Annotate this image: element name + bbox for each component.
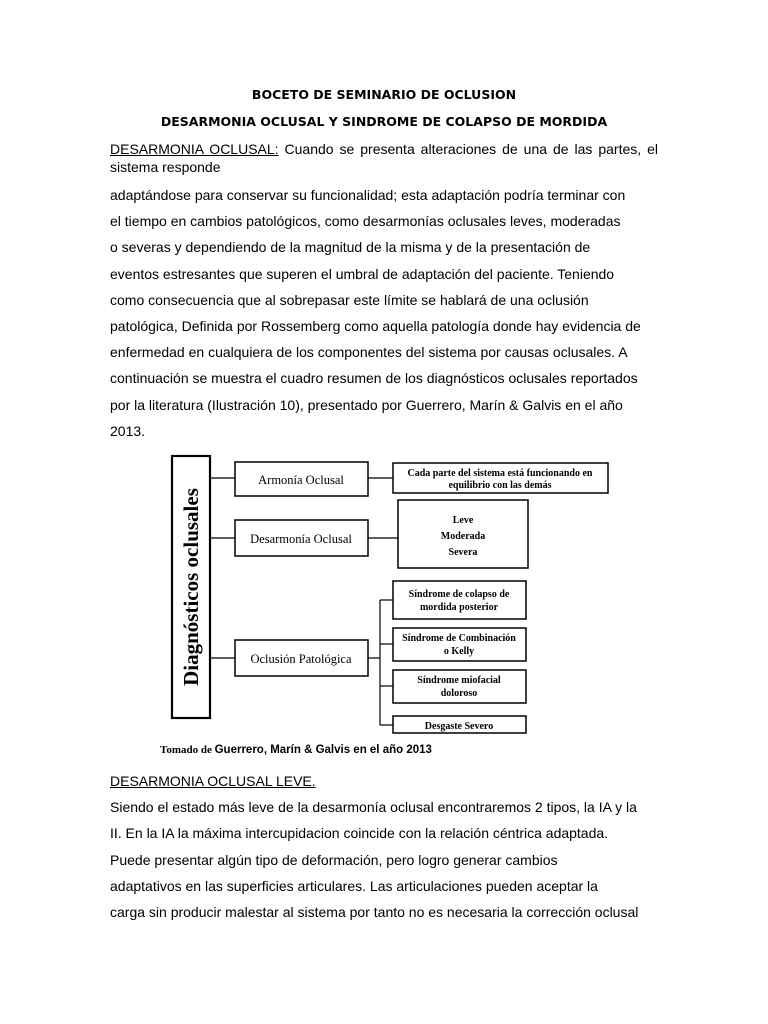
sindrome-colapso-box [393, 581, 526, 619]
section-leve-heading: DESARMONIA OCLUSAL LEVE. [110, 773, 316, 789]
intro-line: 2013. [110, 422, 146, 439]
intro-first-cont: sistema responde [110, 159, 221, 175]
intro-first-line [110, 140, 658, 158]
intro-line: como consecuencia que al sobrepasar este límite se hablará de una oclusión [110, 291, 589, 308]
armonia-desc-line: Cada parte del sistema está funcionando en [407, 468, 593, 479]
caption-rest: Guerrero, Marín & Galvis en el año 2013 [214, 744, 432, 756]
diagnostics-diagram [160, 448, 620, 766]
patologica-label: Oclusión Patológica [250, 652, 352, 666]
desgaste-label: Desgaste Severo [424, 721, 494, 732]
document-subtitle: DESARMONIA OCLUSAL Y SINDROME DE COLAPSO DE MORDIDA [160, 114, 608, 129]
sindrome-miofacial-line: Síndrome miofacial [417, 675, 501, 686]
sindrome-combinacion-line: o Kelly [443, 646, 475, 657]
desarmonia-label: Desarmonía Oclusal [250, 532, 352, 546]
section-leve-line: Siendo el estado más leve de la desarmonía oclusal encontraremos 2 tipos, la IA y la [110, 799, 637, 816]
section-leve [110, 768, 658, 925]
section-leve-line: Puede presentar algún tipo de deformación, pero logro generar cambios [110, 851, 558, 868]
level-leve: Leve [452, 515, 474, 526]
root-label: Diagnósticos oclusales [179, 488, 203, 686]
intro-line: eventos estresantes que superen el umbral de adaptación del paciente. Teniendo [110, 265, 615, 282]
intro-line: continuación se muestra el cuadro resumen de los diagnósticos oclusales reportados [110, 370, 638, 387]
armonia-label: Armonía Oclusal [258, 473, 344, 487]
intro-paragraph [110, 140, 658, 444]
level-severa: Severa [448, 547, 478, 558]
level-moderada: Moderada [440, 531, 486, 542]
section-leve-line: adaptativos en las superficies articulares. Las articulaciones pueden aceptar la [110, 877, 598, 894]
intro-heading: DESARMONIA OCLUSAL: [110, 141, 279, 157]
intro-first-text: Cuando se presenta alteraciones de una de las partes, el [278, 141, 658, 157]
document-title: BOCETO DE SEMINARIO DE OCLUSION [251, 87, 517, 102]
armonia-desc-line: equilibrio con las demás [448, 480, 552, 491]
section-leve-line: carga sin producir malestar al sistema por tanto no es necesaria la corrección oclusal [110, 904, 639, 921]
intro-line: el tiempo en cambios patológicos, como desarmonías oclusales leves, moderadas [110, 213, 621, 230]
sindrome-colapso-line: mordida posterior [419, 602, 499, 613]
caption-prefix: Tomado de [160, 744, 215, 756]
intro-line: adaptándose para conservar su funcionalidad; esta adaptación podría terminar con [110, 187, 626, 203]
sindrome-combinacion-line: Síndrome de Combinación [402, 633, 516, 644]
intro-line: por la literatura (Ilustración 10), presentado por Guerrero, Marín & Galvis en el año [110, 396, 623, 413]
section-leve-line: II. En la IA la máxima intercupidacion coincide con la relación céntrica adaptada. [110, 825, 609, 842]
diagram-caption [160, 744, 432, 756]
intro-line: enfermedad en cualquiera de los componentes del sistema por causas oclusales. A [110, 344, 628, 361]
sindrome-miofacial-line: doloroso [440, 688, 478, 699]
intro-line: o severas y dependiendo de la magnitud de la misma y de la presentación de [110, 239, 591, 256]
sindrome-colapso-line: Síndrome de colapso de [408, 589, 510, 600]
intro-line: patológica, Definida por Rossemberg como aquella patología donde hay evidencia de [110, 318, 641, 335]
